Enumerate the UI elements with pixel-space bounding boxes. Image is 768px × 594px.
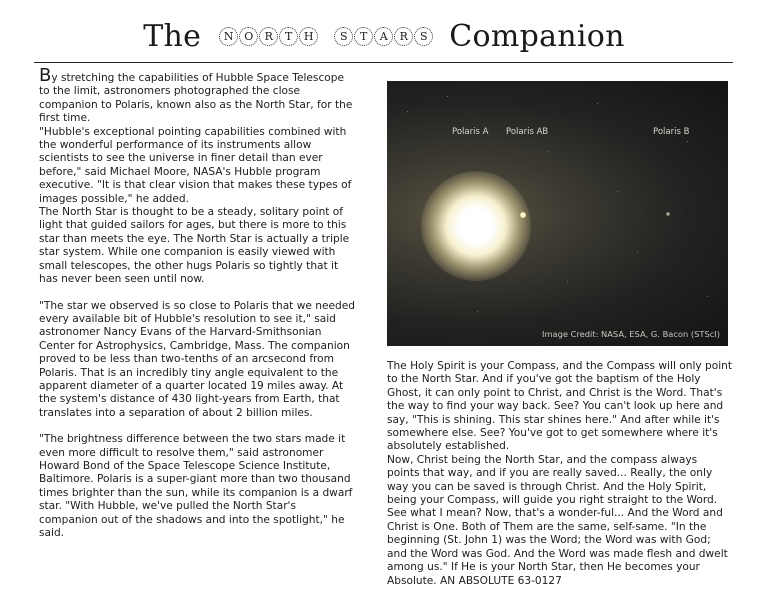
circled-word-north: [219, 27, 318, 46]
article-paragraph: "The brightness difference between the two stars made it even more difficult to resolve them," said astronomer Howard Bond of the Space Telescope Science Institute, Baltimore. Polaris is a super-giant more than two thousand times brighter than the sun, while its companion is a dwarf star. "With Hubble, we've pulled the North Star's companion out of the shadows and into the spotlight," he said.: [39, 433, 353, 539]
circled-letter: R: [394, 27, 413, 46]
circled-letter: S: [334, 27, 353, 46]
circled-letter: S: [414, 27, 433, 46]
title-divider: [34, 62, 733, 63]
polaris-ab-star: [520, 212, 526, 218]
article-paragraph: "Hubble's exceptional pointing capabilities combined with the wonderful performance of its instruments allow scientists to see the universe in finer detail than ever before," said Michael Moore, NASA's Hubble program executive. "It is that clear vision that makes these types of images possible," he added.: [39, 125, 352, 205]
circled-letter: T: [279, 27, 298, 46]
circled-letter: T: [354, 27, 373, 46]
paragraph-text: y stretching the capabilities of Hubble Space Telescope to the limit, astronomers photographed the close companion to Polaris, known also as the North Star, for the first time.: [39, 72, 353, 125]
label-polaris-b: Polaris B: [653, 127, 690, 137]
polaris-image: [387, 81, 728, 346]
polaris-b-star: [666, 212, 670, 216]
label-polaris-a: Polaris A: [452, 127, 489, 137]
polaris-a-star: [421, 171, 531, 281]
title-word-the: The: [143, 18, 202, 54]
circled-letter: A: [374, 27, 393, 46]
right-quote-column: [387, 360, 733, 588]
left-article-column: [39, 65, 355, 540]
circled-word-stars: [334, 27, 433, 46]
quote-paragraph: The Holy Spirit is your Compass, and the Compass will only point to the North Star. And if you've got the baptism of the Holy Ghost, it can only point to Christ, and Christ is the Word. That's the way to find your way back. See? You can't look up here and say, "This is shining. This star shines here." And after while it's somewhere else. See? You've got to get somewhere where it's absolutely established.: [387, 360, 733, 453]
label-polaris-ab: Polaris AB: [506, 127, 549, 137]
circled-letter: O: [239, 27, 258, 46]
title-word-companion: Companion: [449, 18, 625, 54]
quote-paragraph: Now, Christ being the North Star, and the compass always points that way, and if you are really saved... Really, the only way you can be saved is through Christ. And the Holy Spirit, being your Compass, will guide you right straight to the Word. See what I mean? Now, that's a wonder-ful... And the Word and Christ is One. Both of Them are the same, self-same. "In the beginning (St. John 1) was the Word; the Word was with God; and the Word was God. And the Word was made flesh and dwelt among us." If He is your North Star, then He becomes your Absolute. AN ABSOLUTE 63-0127: [387, 453, 728, 587]
masthead-title: [0, 14, 768, 58]
drop-cap: B: [39, 65, 52, 86]
circled-letter: N: [219, 27, 238, 46]
article-paragraph: "The star we observed is so close to Polaris that we needed every available bit of Hubble's resolution to see it," said astronomer Nancy Evans of the Harvard-Smithsonian Center for Astrophysics, Cambridge, Mass. The companion proved to be less than two-tenths of an arcsecond from Polaris. That is an incredibly tiny angle equivalent to the apparent diameter of a quarter located 19 miles away. At the system's distance of 430 light-years from Earth, that translates into a separation of about 2 billion miles.: [39, 299, 355, 419]
circled-letter: R: [259, 27, 278, 46]
image-credit: Image Credit: NASA, ESA, G. Bacon (STScI): [542, 329, 720, 339]
circled-letter: H: [299, 27, 318, 46]
article-paragraph: The North Star is thought to be a steady, solitary point of light that guided sailors for ages, but there is more to this star than meets the eye. The North Star is actually a triple star system. While one companion is easily viewed with small telescopes, the other hugs Polaris so tightly that it has never been seen until now.: [39, 206, 350, 286]
article-paragraph: [39, 65, 355, 126]
